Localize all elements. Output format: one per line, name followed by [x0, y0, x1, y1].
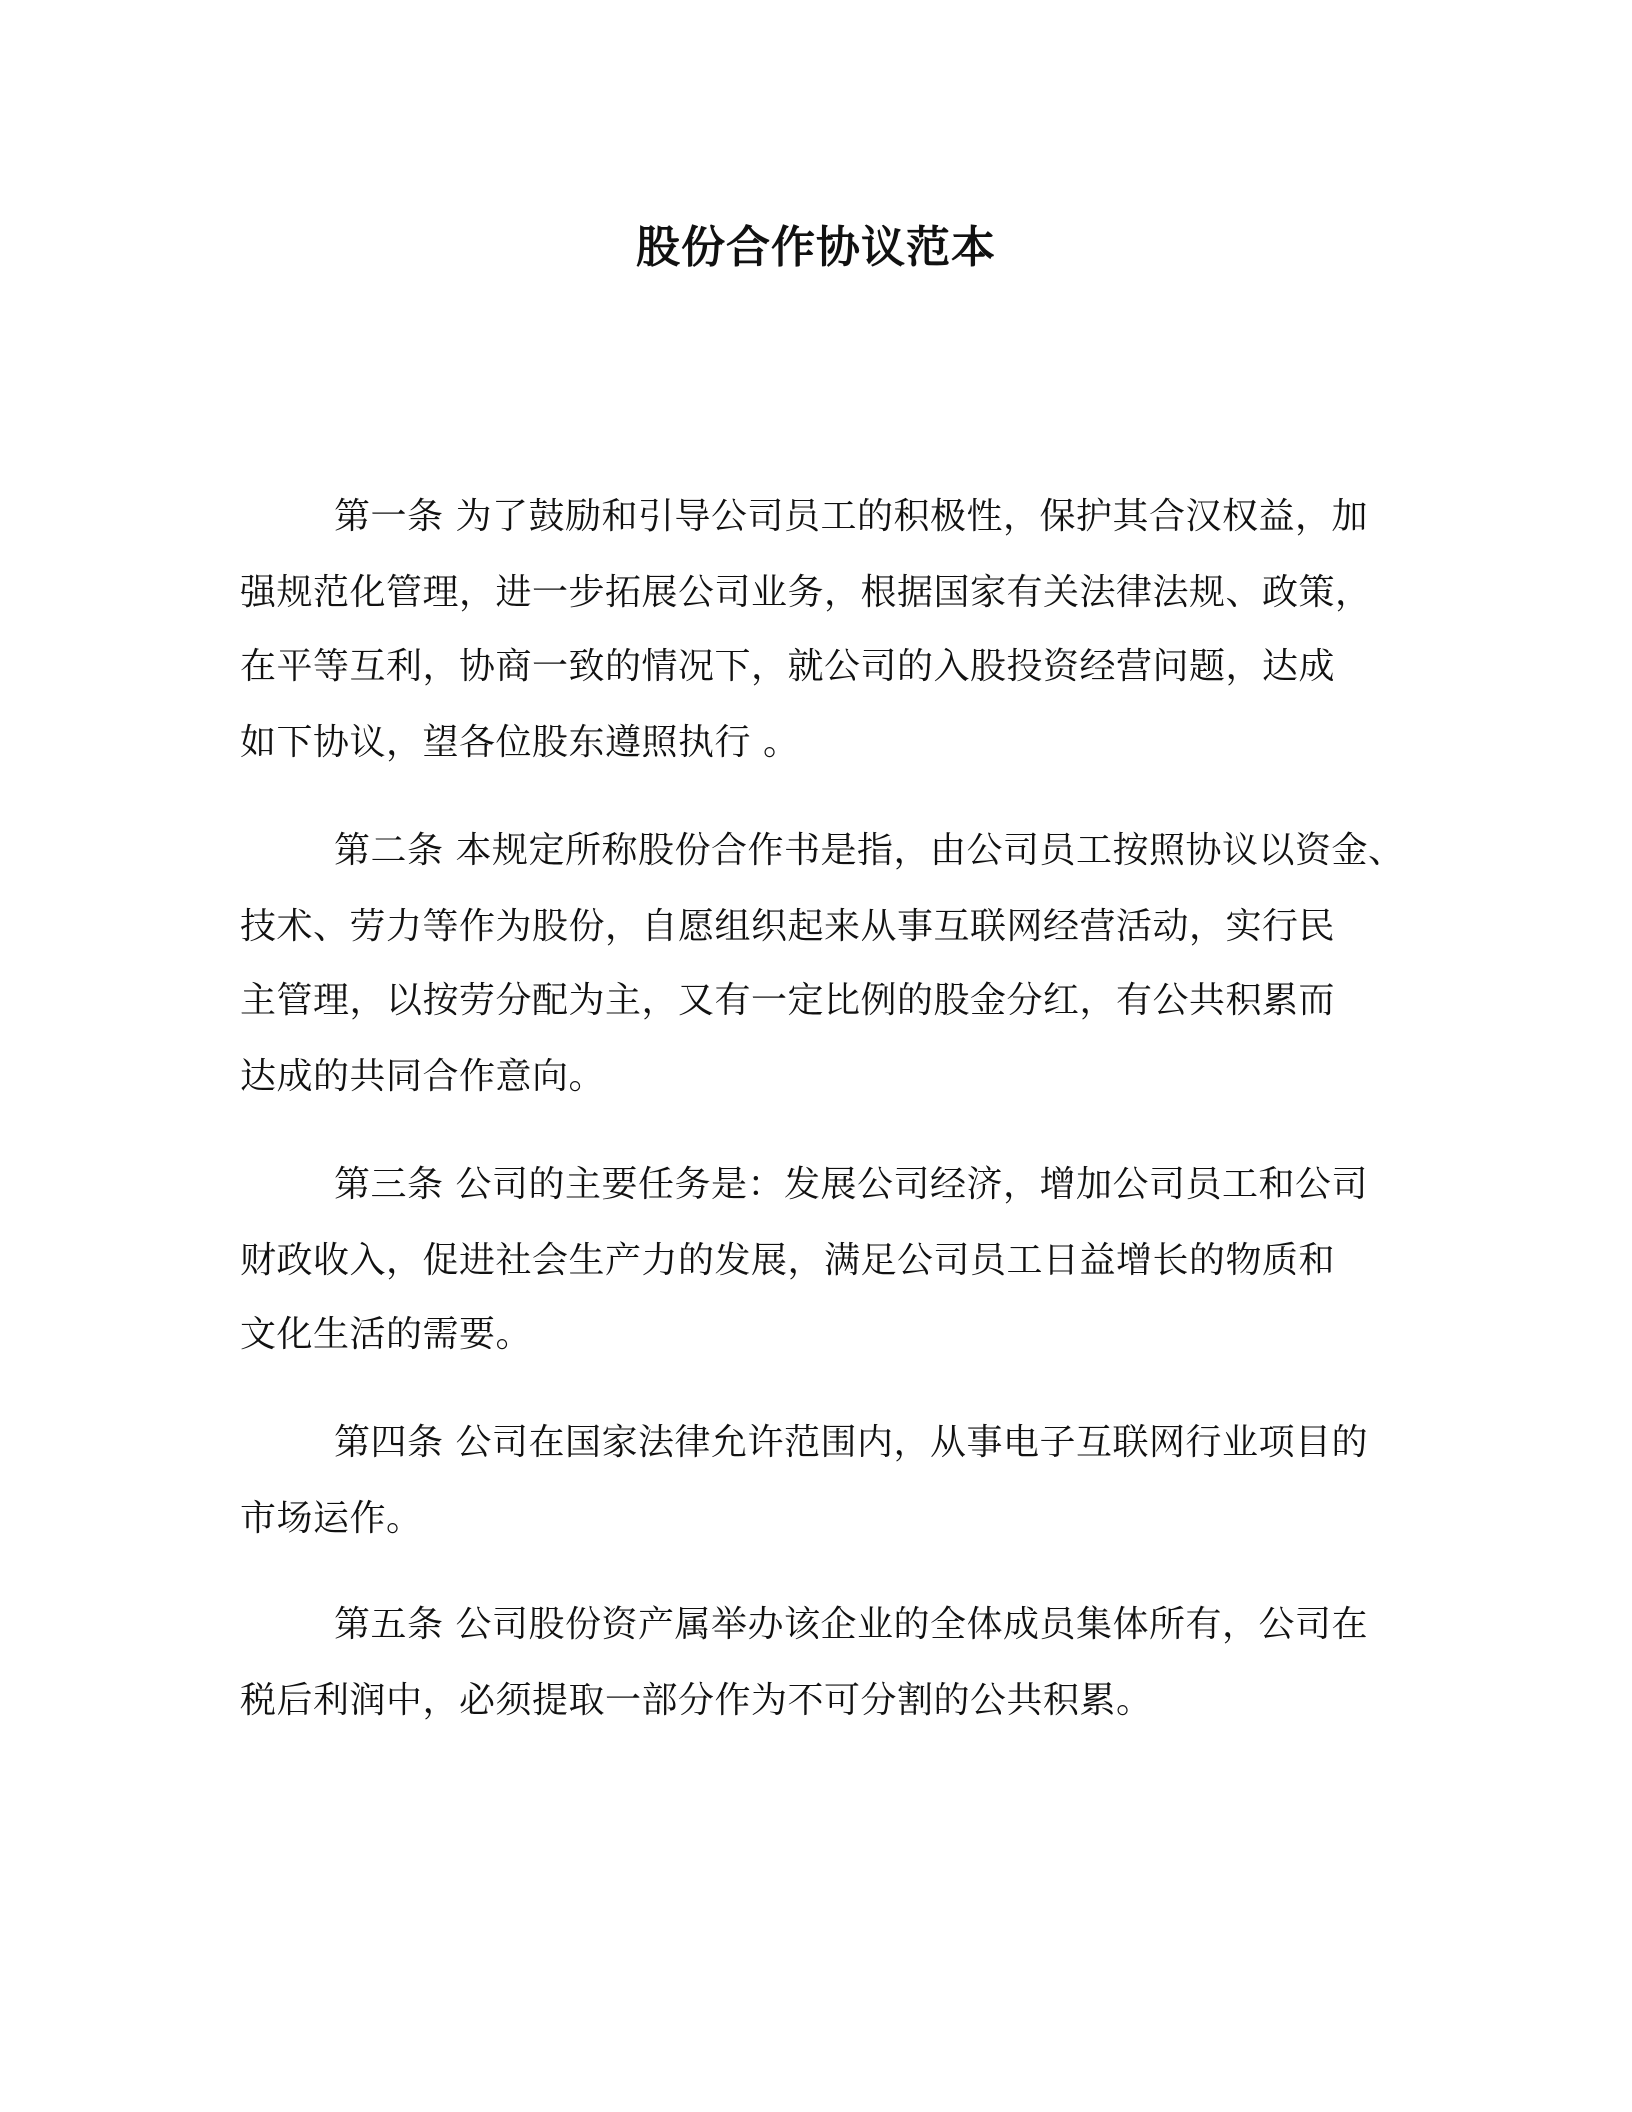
- article-2-line-3: 主管理，以按劳分配为主，又有一定比例的股金分红，有公共积累而: [240, 980, 1336, 1021]
- article-4-line-2: 市场运作。: [240, 1498, 423, 1539]
- article-5-line-1: 第五条 公司股份资产属举办该企业的全体成员集体所有，公司在: [334, 1604, 1368, 1645]
- article-1-line-4: 如下协议，望各位股东遵照执行 。: [240, 722, 800, 763]
- article-2-line-2: 技术、劳力等作为股份，自愿组织起来从事互联网经营活动，实行民: [240, 906, 1336, 947]
- article-3-line-1: 第三条 公司的主要任务是：发展公司经济，增加公司员工和公司: [334, 1164, 1368, 1205]
- document-title: 股份合作协议范本: [636, 222, 996, 273]
- article-2-line-1: 第二条 本规定所称股份合作书是指，由公司员工按照协议以资金、: [334, 830, 1405, 871]
- article-1-line-3: 在平等互利，协商一致的情况下，就公司的入股投资经营问题，达成: [240, 646, 1336, 687]
- article-3-line-3: 文化生活的需要。: [240, 1314, 533, 1355]
- article-4-line-1: 第四条 公司在国家法律允许范围内，从事电子互联网行业项目的: [334, 1422, 1368, 1463]
- article-1-line-2: 强规范化管理，进一步拓展公司业务，根据国家有关法律法规、政策，: [240, 572, 1372, 613]
- article-5-line-2: 税后利润中，必须提取一部分作为不可分割的公共积累。: [240, 1680, 1153, 1721]
- article-2-line-4: 达成的共同合作意向。: [240, 1056, 606, 1097]
- article-1-line-1: 第一条 为了鼓励和引导公司员工的积极性，保护其合汉权益，加: [334, 496, 1368, 537]
- article-3-line-2: 财政收入，促进社会生产力的发展，满足公司员工日益增长的物质和: [240, 1240, 1336, 1281]
